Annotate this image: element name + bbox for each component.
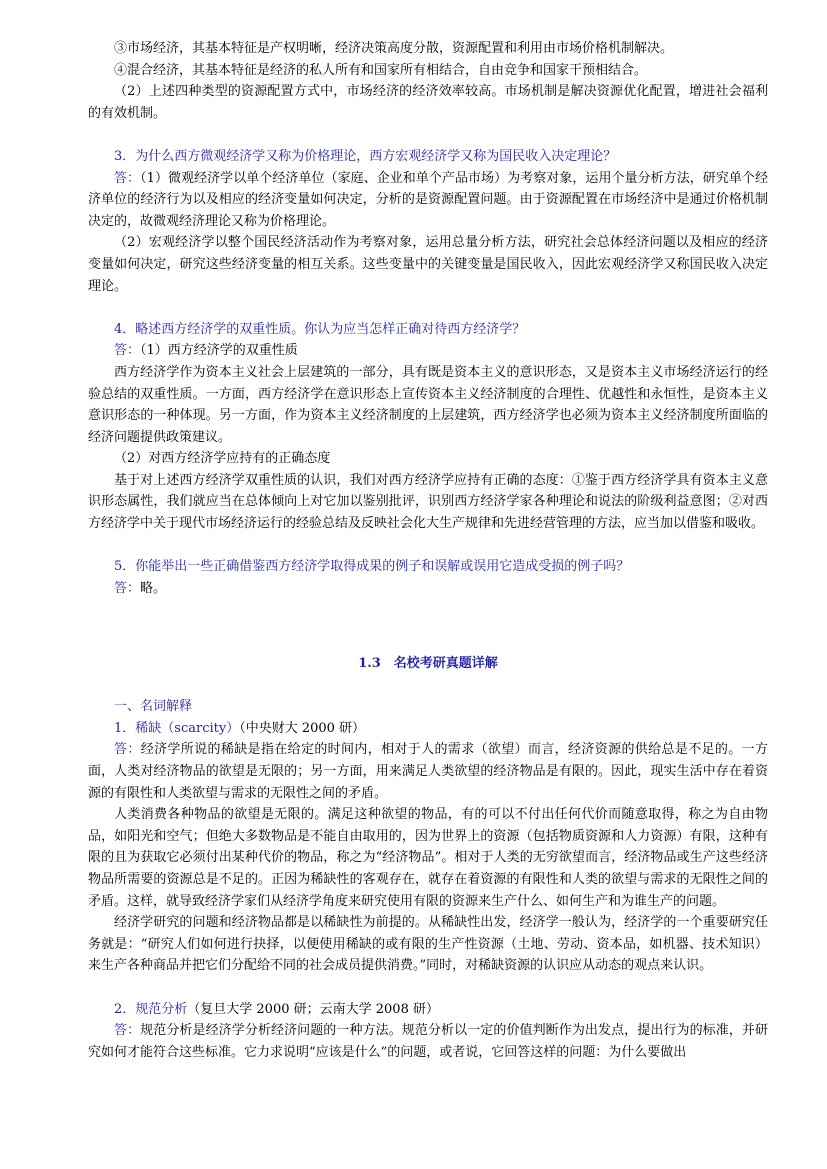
term-title: [88, 718, 768, 740]
question-5: 5．你能举出一些正确借鉴西方经济学取得成果的例子和误解或误用它造成受损的例子吗？: [114, 559, 630, 575]
answer-text: （1）西方经济学的双重性质: [140, 343, 298, 359]
answer-text: 规范分析是经济学分析经济问题的一种方法。规范分析以一定的价值判断作为出发点，提出行为的标准，并研究如何才能符合这些标准。它力求说明“应该是什么”的问题，或者说，它回答这样的问题：为什么要做出: [88, 1023, 768, 1060]
document-page: [88, 38, 768, 1063]
paragraph: 西方经济学作为资本主义社会上层建筑的一部分，具有既是资本主义的意识形态，又是资本主义市场经济运行的经验总结的双重性质。一方面，西方经济学在意识形态上宣传资本主义经济制度的合理性、优越性和永恒性，是资本主义意识形态的一种体现。另一方面，作为资本主义经济制度的上层建筑，西方经济学也必须为资本主义经济制度所面临的经济问题提供政策建议。: [88, 364, 768, 445]
answer-label: 答：: [114, 343, 141, 359]
term-source: （复旦大学 2000 研；云南大学 2008 研）: [187, 1001, 439, 1017]
paragraph: 人类消费各种物品的欲望是无限的。满足这种欲望的物品，有的可以不付出任何代价而随意取得，称之为自由物品，如阳光和空气；但绝大多数物品是不能自由取用的，因为世界上的资源（包括物质资源和人力资源）有限，这种有限的且为获取它必须付出某种代价的物品，称之为“经济物品”。相对于人类的无穷欲望而言，经济物品或生产这些经济物品所需要的资源总是不足的。正因为稀缺性的客观存在，就存在着资源的有限性和人类的欲望与需求的无限性之间的矛盾。这样，就导致经济学家们从经济学角度来研究使用有限的资源来生产什么、如何生产和为谁生产的问题。: [88, 807, 768, 909]
term-name: 1．稀缺（scarcity）: [114, 720, 240, 736]
term-source: （中央财大 2000 研）: [239, 720, 366, 736]
paragraph: ③市场经济，其基本特征是产权明晰，经济决策高度分散，资源配置和利用由市场价格机制解决。: [114, 41, 674, 56]
answer-label: 答：: [114, 1023, 141, 1039]
answer-label: 答：: [114, 580, 141, 596]
answer-paragraph: [88, 168, 768, 233]
question-3: 3．为什么西方微观经济学又称为价格理论，西方宏观经济学又称为国民收入决定理论？: [114, 148, 617, 164]
paragraph: （2）宏观经济学以整个国民经济活动作为考察对象，运用总量分析方法，研究社会总体经济问题以及相应的经济变量如何决定，研究这些经济变量的相互关系。这些变量中的关键变量是国民收入，因此宏观经济学又称国民收入决定理论。: [88, 235, 768, 294]
term-name: 2．规范分析: [114, 1001, 188, 1017]
section-title: 1.3 名校考研真题详解: [358, 656, 498, 672]
term-title: [88, 999, 768, 1021]
paragraph: 经济学研究的问题和经济物品都是以稀缺性为前提的。从稀缺性出发，经济学一般认为，经济学的一个重要研究任务就是：“研究人们如何进行抉择，以便使用稀缺的或有限的生产性资源（土地、劳动、资本品，如机器、技术知识）来生产各种商品并把它们分配给不同的社会成员提供消费。”同时，对稀缺资源的认识应从动态的观点来认识。: [88, 915, 768, 974]
answer-paragraph: [88, 1020, 768, 1063]
answer-text: （1）微观经济学以单个经济单位（家庭、企业和单个产品市场）为考察对象，运用个量分析方法，研究单个经济单位的经济行为以及相应的经济变量如何决定，分析的是资源配置问题。由于资源配置在市场经济中是通过价格机制决定的，故微观经济理论又称为价格理论。: [88, 170, 768, 229]
answer-label: 答：: [114, 170, 141, 186]
part-heading: 一、名词解释: [114, 699, 193, 715]
answer-text: 略。: [140, 580, 167, 596]
paragraph: （2）上述四种类型的资源配置方式中，市场经济的经济效率较高。市场机制是解决资源优化配置，增进社会福利的有效机制。: [88, 84, 768, 121]
answer-label: 答：: [114, 742, 141, 758]
question-4: 4．略述西方经济学的双重性质。你认为应当怎样正确对待西方经济学？: [114, 321, 526, 337]
paragraph: （2）对西方经济学应持有的正确态度: [114, 451, 331, 467]
answer-paragraph: [88, 739, 768, 804]
answer-paragraph: [88, 340, 768, 362]
paragraph: ④混合经济，其基本特征是经济的私人所有和国家所有相结合，自由竞争和国家干预相结合。: [114, 62, 648, 78]
answer-text: 经济学所说的稀缺是指在给定的时间内，相对于人的需求（欲望）而言，经济资源的供给总是不足的。一方面，人类对经济物品的欲望是无限的；另一方面，用来满足人类欲望的经济物品是有限的。因此，现实生活中存在着资源的有限性和人类欲望与需求的无限性之间的矛盾。: [88, 742, 768, 801]
answer-paragraph: [88, 578, 768, 600]
paragraph: 基于对上述西方经济学双重性质的认识，我们对西方经济学应持有正确的态度：①鉴于西方经济学具有资本主义意识形态属性，我们就应当在总体倾向上对它加以鉴别批评，识别西方经济学家各种理论和说法的阶级利益意图；②对西方经济学中关于现代市场经济运行的经验总结及反映社会化大生产规律和先进经营管理的方法，应当加以借鉴和吸收。: [88, 472, 768, 532]
